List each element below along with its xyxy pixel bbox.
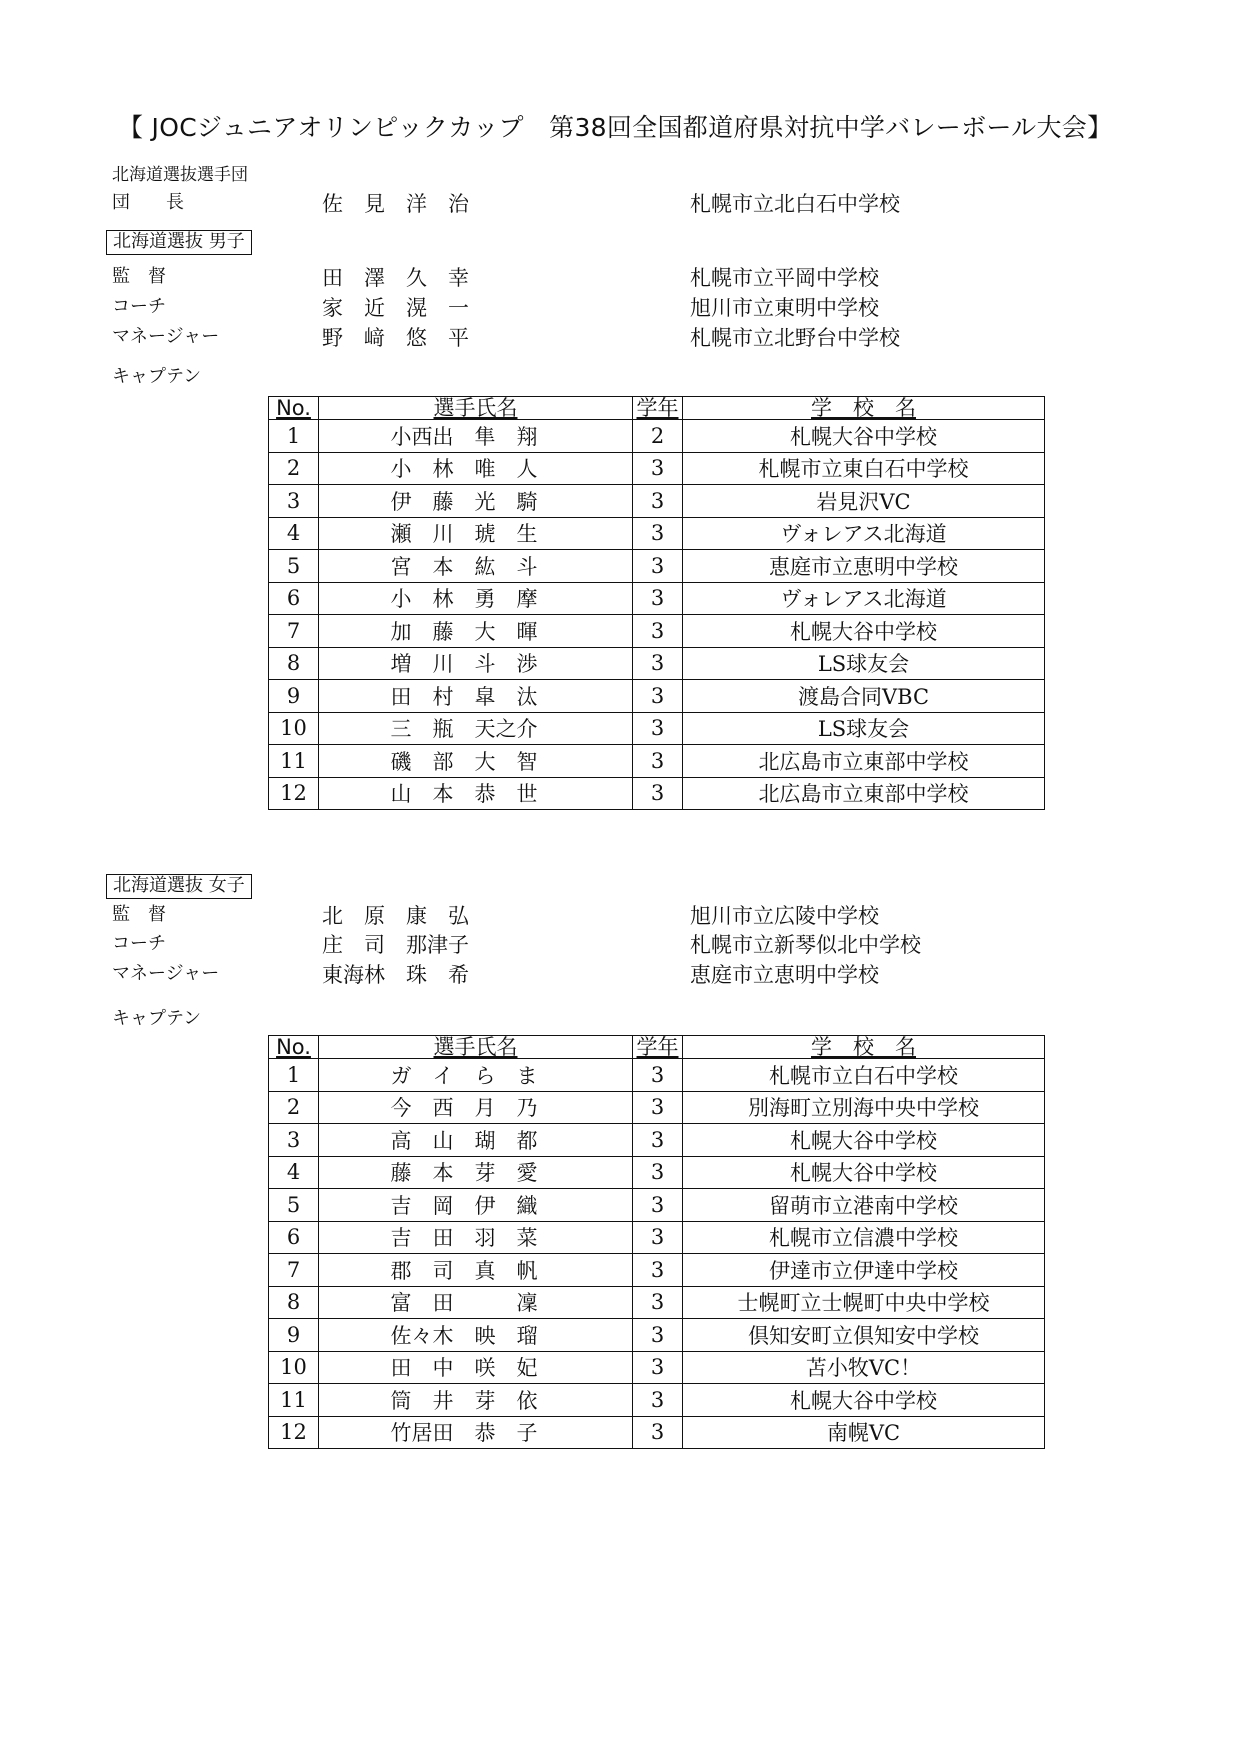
- header-school: 学 校 名: [683, 397, 1045, 420]
- player-no: 7: [269, 1254, 319, 1287]
- player-name: [319, 1156, 633, 1189]
- player-school: 札幌大谷中学校: [683, 1384, 1045, 1417]
- player-grade: 3: [633, 647, 683, 680]
- player-name: [319, 1384, 633, 1417]
- player-name-text: 佐々木 映 瑠: [390, 1323, 538, 1348]
- player-no: 12: [269, 1416, 319, 1449]
- table-row: [269, 550, 1045, 583]
- player-name-text: 田 中 咲 妃: [390, 1356, 538, 1381]
- player-name: [319, 420, 633, 453]
- player-name-text: 吉 田 羽 菜: [390, 1226, 538, 1251]
- player-grade: 3: [633, 485, 683, 518]
- player-school: 恵庭市立恵明中学校: [683, 550, 1045, 583]
- player-grade: 3: [633, 1124, 683, 1157]
- player-no: 11: [269, 1384, 319, 1417]
- table-row: [269, 1059, 1045, 1092]
- staff-role: 監 督: [112, 904, 166, 925]
- table-row: [269, 1156, 1045, 1189]
- player-name-text: 小 林 唯 人: [390, 457, 538, 482]
- table-row: [269, 1124, 1045, 1157]
- player-grade: 3: [633, 517, 683, 550]
- player-no: 1: [269, 420, 319, 453]
- girls-staff-row: [112, 900, 1212, 930]
- player-school: ヴォレアス北海道: [683, 582, 1045, 615]
- table-row: [269, 712, 1045, 745]
- player-name-text: 藤 本 芽 愛: [390, 1161, 538, 1186]
- player-no: 1: [269, 1059, 319, 1092]
- player-grade: 3: [633, 1319, 683, 1352]
- player-no: 6: [269, 582, 319, 615]
- table-row: [269, 745, 1045, 778]
- player-name-text: ガ イ ら ま: [390, 1063, 538, 1088]
- player-grade: 3: [633, 1286, 683, 1319]
- player-no: 4: [269, 517, 319, 550]
- staff-role: マネージャー: [112, 326, 220, 347]
- table-row: [269, 1254, 1045, 1287]
- table-header-row: [269, 1036, 1045, 1059]
- table-row: [269, 1221, 1045, 1254]
- player-name: [319, 615, 633, 648]
- player-school: 南幌VC: [683, 1416, 1045, 1449]
- player-school: 札幌市立白石中学校: [683, 1059, 1045, 1092]
- table-row: [269, 582, 1045, 615]
- staff-name: 家 近 滉 一: [322, 296, 469, 320]
- table-row: [269, 517, 1045, 550]
- table-row: [269, 615, 1045, 648]
- player-no: 3: [269, 1124, 319, 1157]
- player-name: [319, 582, 633, 615]
- player-no: 5: [269, 550, 319, 583]
- girls-staff-row: [112, 959, 1212, 989]
- staff-name: 北 原 康 弘: [322, 904, 469, 928]
- staff-name: 東海林 珠 希: [322, 963, 469, 987]
- player-school: ヴォレアス北海道: [683, 517, 1045, 550]
- player-name-text: 小西出 隼 翔: [390, 424, 538, 449]
- delegation-leader-row: [112, 188, 1212, 218]
- player-grade: 3: [633, 1221, 683, 1254]
- staff-role: コーチ: [112, 296, 166, 317]
- staff-role: コーチ: [112, 933, 166, 954]
- player-name-text: 宮 本 紘 斗: [390, 554, 538, 579]
- staff-name: 庄 司 那津子: [322, 933, 469, 957]
- player-name: [319, 1091, 633, 1124]
- player-name-text: 郡 司 真 帆: [390, 1258, 538, 1283]
- table-row: [269, 420, 1045, 453]
- delegation-heading: 北海道選抜選手団: [112, 165, 248, 185]
- player-name: [319, 1189, 633, 1222]
- player-school: 札幌市立信濃中学校: [683, 1221, 1045, 1254]
- table-row: [269, 1351, 1045, 1384]
- player-name: [319, 550, 633, 583]
- header-grade: 学年: [633, 397, 683, 420]
- player-name: [319, 712, 633, 745]
- player-school: 札幌大谷中学校: [683, 420, 1045, 453]
- player-no: 8: [269, 1286, 319, 1319]
- staff-school: 札幌市立新琴似北中学校: [690, 933, 921, 957]
- player-school: 札幌市立東白石中学校: [683, 452, 1045, 485]
- player-grade: 3: [633, 615, 683, 648]
- table-header-row: [269, 397, 1045, 420]
- table-row: [269, 485, 1045, 518]
- player-name: [319, 1351, 633, 1384]
- player-no: 3: [269, 485, 319, 518]
- player-school: 別海町立別海中央中学校: [683, 1091, 1045, 1124]
- leader-school: 札幌市立北白石中学校: [690, 192, 900, 216]
- header-name: 選手氏名: [319, 397, 633, 420]
- table-row: [269, 1091, 1045, 1124]
- header-school: 学 校 名: [683, 1036, 1045, 1059]
- player-name: [319, 1416, 633, 1449]
- player-grade: 3: [633, 1384, 683, 1417]
- player-school: 北広島市立東部中学校: [683, 745, 1045, 778]
- player-grade: 3: [633, 1351, 683, 1384]
- player-name-text: 高 山 瑚 都: [390, 1128, 538, 1153]
- player-name: [319, 1286, 633, 1319]
- player-name-text: 磯 部 大 智: [390, 749, 538, 774]
- staff-school: 札幌市立北野台中学校: [690, 326, 900, 350]
- player-no: 4: [269, 1156, 319, 1189]
- player-no: 9: [269, 1319, 319, 1352]
- player-grade: 3: [633, 1091, 683, 1124]
- staff-school: 旭川市立東明中学校: [690, 296, 879, 320]
- player-no: 2: [269, 1091, 319, 1124]
- player-grade: 3: [633, 777, 683, 810]
- player-grade: 3: [633, 1059, 683, 1092]
- header-grade: 学年: [633, 1036, 683, 1059]
- player-no: 10: [269, 1351, 319, 1384]
- boys-captain-label: キャプテン: [112, 366, 202, 387]
- girls-staff-row: [112, 929, 1212, 959]
- player-grade: 3: [633, 1416, 683, 1449]
- staff-name: 野 﨑 悠 平: [322, 326, 469, 350]
- player-grade: 3: [633, 1254, 683, 1287]
- boys-roster-table: [268, 396, 1045, 810]
- player-grade: 3: [633, 1156, 683, 1189]
- player-school: 北広島市立東部中学校: [683, 777, 1045, 810]
- player-name: [319, 485, 633, 518]
- player-no: 7: [269, 615, 319, 648]
- leader-role: 団 長: [112, 192, 184, 213]
- staff-role: マネージャー: [112, 963, 220, 984]
- player-school: 倶知安町立倶知安中学校: [683, 1319, 1045, 1352]
- player-no: 12: [269, 777, 319, 810]
- boys-team-label: 北海道選抜 男子: [106, 230, 252, 255]
- player-name: [319, 680, 633, 713]
- player-name-text: 三 瓶 天之介: [390, 717, 538, 742]
- player-name: [319, 1254, 633, 1287]
- table-row: [269, 777, 1045, 810]
- header-name: 選手氏名: [319, 1036, 633, 1059]
- player-grade: 3: [633, 712, 683, 745]
- player-name: [319, 1059, 633, 1092]
- player-name: [319, 1221, 633, 1254]
- player-no: 6: [269, 1221, 319, 1254]
- table-row: [269, 1416, 1045, 1449]
- table-row: [269, 680, 1045, 713]
- player-school: LS球友会: [683, 647, 1045, 680]
- player-school: 苫小牧VC！: [683, 1351, 1045, 1384]
- player-grade: 3: [633, 745, 683, 778]
- player-school: 士幌町立士幌町中央中学校: [683, 1286, 1045, 1319]
- player-no: 2: [269, 452, 319, 485]
- table-row: [269, 647, 1045, 680]
- player-name-text: 富 田 凜: [390, 1291, 538, 1316]
- player-name-text: 小 林 勇 摩: [390, 587, 538, 612]
- player-name: [319, 647, 633, 680]
- boys-staff-row: [112, 292, 1212, 322]
- header-no: No.: [269, 1036, 319, 1059]
- player-grade: 3: [633, 452, 683, 485]
- player-name: [319, 777, 633, 810]
- table-row: [269, 452, 1045, 485]
- player-name: [319, 452, 633, 485]
- staff-name: 田 澤 久 幸: [322, 266, 469, 290]
- player-name-text: 増 川 斗 渉: [390, 652, 538, 677]
- player-school: 伊達市立伊達中学校: [683, 1254, 1045, 1287]
- staff-school: 恵庭市立恵明中学校: [690, 963, 879, 987]
- table-row: [269, 1384, 1045, 1417]
- player-school: 札幌大谷中学校: [683, 1156, 1045, 1189]
- player-no: 11: [269, 745, 319, 778]
- player-no: 9: [269, 680, 319, 713]
- player-school: 岩見沢VC: [683, 485, 1045, 518]
- player-name-text: 加 藤 大 暉: [390, 619, 538, 644]
- player-name-text: 伊 藤 光 騎: [390, 489, 538, 514]
- player-name: [319, 1124, 633, 1157]
- page-title: 【 JOCジュニアオリンピックカップ 第38回全国都道府県対抗中学バレーボール大会】: [118, 113, 1113, 142]
- header-no: No.: [269, 397, 319, 420]
- player-school: 札幌大谷中学校: [683, 1124, 1045, 1157]
- player-grade: 3: [633, 582, 683, 615]
- player-name-text: 筒 井 芽 依: [390, 1388, 538, 1413]
- player-school: 渡島合同VBC: [683, 680, 1045, 713]
- player-name-text: 今 西 月 乃: [390, 1096, 538, 1121]
- player-name: [319, 1319, 633, 1352]
- player-no: 8: [269, 647, 319, 680]
- leader-name: 佐 見 洋 治: [322, 192, 469, 216]
- staff-role: 監 督: [112, 266, 166, 287]
- staff-school: 札幌市立平岡中学校: [690, 266, 879, 290]
- table-row: [269, 1189, 1045, 1222]
- player-name-text: 竹居田 恭 子: [390, 1421, 538, 1446]
- player-name-text: 吉 岡 伊 織: [390, 1193, 538, 1218]
- table-row: [269, 1286, 1045, 1319]
- player-grade: 2: [633, 420, 683, 453]
- player-school: 留萌市立港南中学校: [683, 1189, 1045, 1222]
- boys-staff-row: [112, 262, 1212, 292]
- player-no: 5: [269, 1189, 319, 1222]
- player-name-text: 田 村 皐 汰: [390, 684, 538, 709]
- player-school: 札幌大谷中学校: [683, 615, 1045, 648]
- player-name-text: 山 本 恭 世: [390, 782, 538, 807]
- girls-team-label: 北海道選抜 女子: [106, 874, 252, 899]
- player-school: LS球友会: [683, 712, 1045, 745]
- player-grade: 3: [633, 1189, 683, 1222]
- player-grade: 3: [633, 680, 683, 713]
- player-name: [319, 517, 633, 550]
- player-grade: 3: [633, 550, 683, 583]
- player-name-text: 瀬 川 琥 生: [390, 522, 538, 547]
- player-name: [319, 745, 633, 778]
- boys-staff-row: [112, 322, 1212, 352]
- table-row: [269, 1319, 1045, 1352]
- staff-school: 旭川市立広陵中学校: [690, 904, 879, 928]
- girls-captain-label: キャプテン: [112, 1008, 202, 1029]
- player-no: 10: [269, 712, 319, 745]
- girls-roster-table: [268, 1035, 1045, 1449]
